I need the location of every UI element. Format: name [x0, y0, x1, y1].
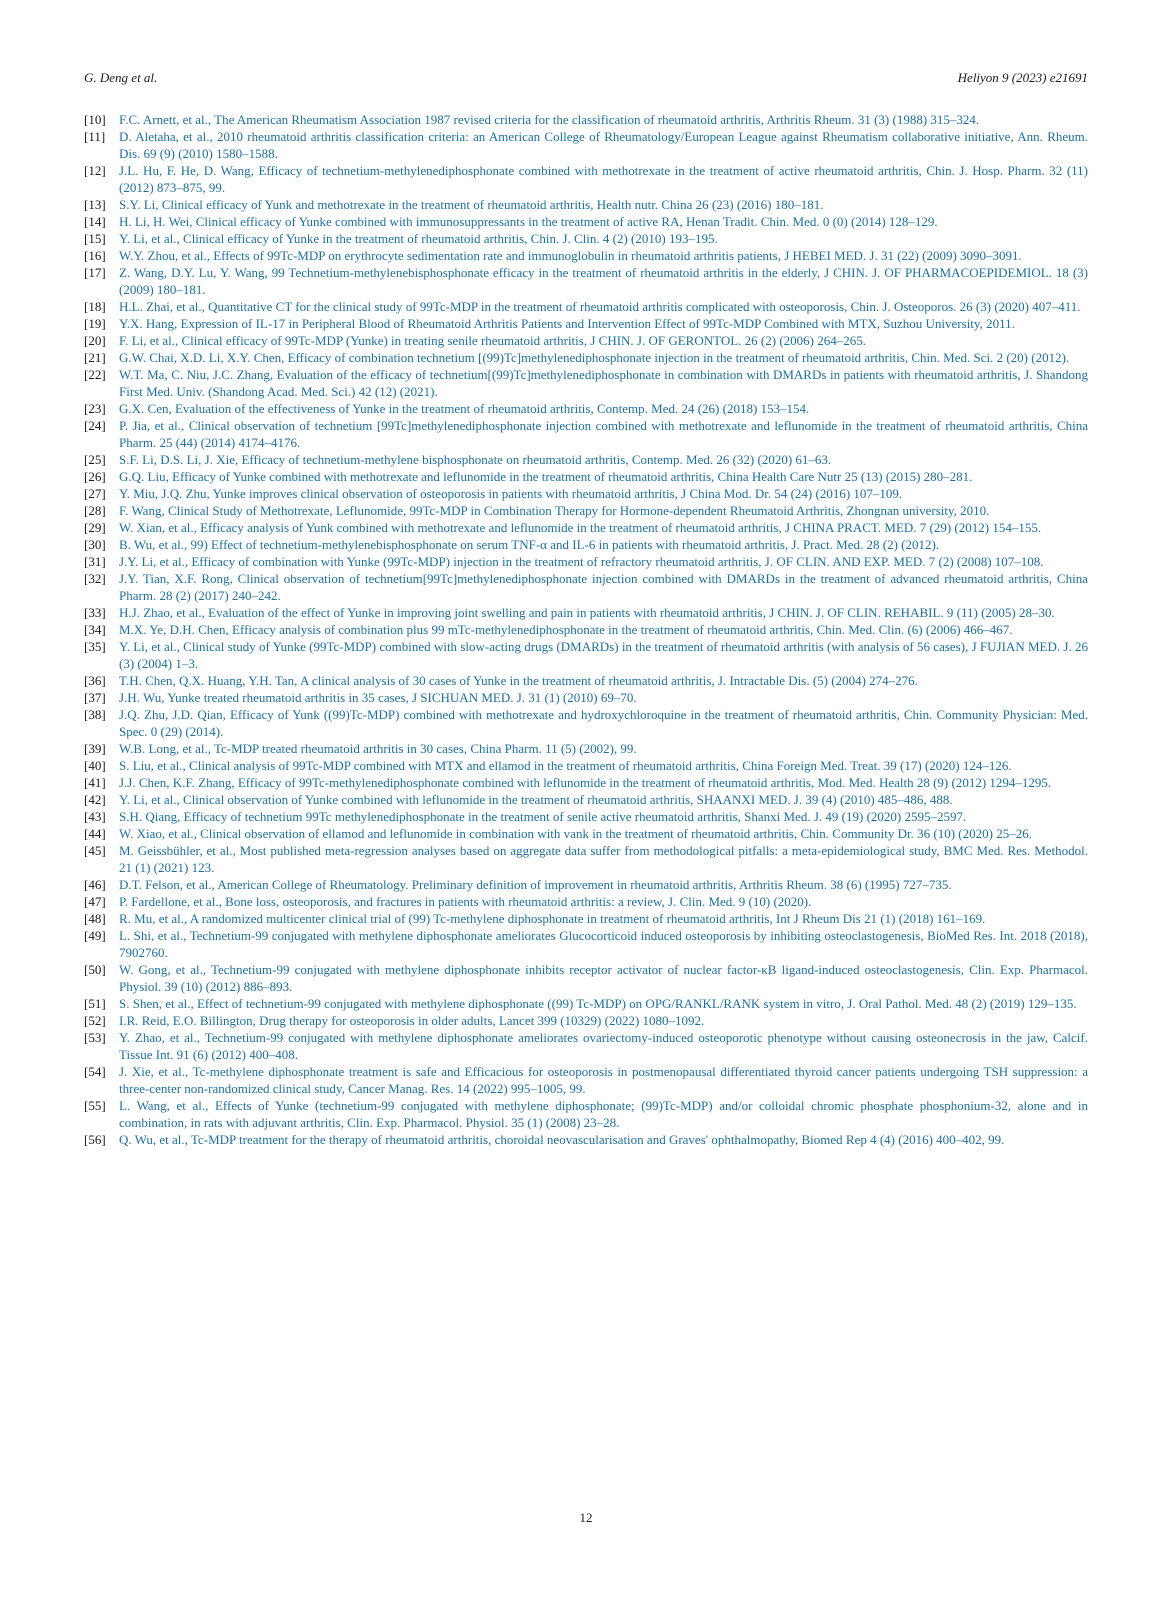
reference-item — [84, 638, 1088, 672]
reference-number: [56] — [84, 1132, 106, 1147]
reference-number: [10] — [84, 112, 106, 127]
reference-number: [17] — [84, 265, 106, 280]
reference-number: [19] — [84, 316, 106, 331]
reference-item — [84, 621, 1088, 638]
reference-number: [20] — [84, 333, 106, 348]
reference-number: [37] — [84, 690, 106, 705]
reference-item — [84, 111, 1088, 128]
reference-number: [15] — [84, 231, 106, 246]
reference-link[interactable]: B. Wu, et al., 99) Effect of technetium-methylenebisphosphonate on serum TNF-α and IL-6 in patients with rheumatoid arthritis, J. Pract. Med. 28 (2) (2012). — [119, 537, 940, 552]
reference-item — [84, 570, 1088, 604]
reference-link[interactable]: Y.X. Hang, Expression of IL-17 in Peripheral Blood of Rheumatoid Arthritis Patients and Intervention Effect of 99Tc-MDP Combined with MTX, Suzhou University, 2011. — [119, 316, 1015, 331]
reference-number: [26] — [84, 469, 106, 484]
reference-number: [41] — [84, 775, 106, 790]
reference-link[interactable]: S.Y. Li, Clinical efficacy of Yunk and methotrexate in the treatment of rheumatoid arthritis, Health nutr. China 26 (23) (2016) 180–181. — [119, 197, 824, 212]
reference-link[interactable]: Y. Zhao, et al., Technetium-99 conjugated with methylene diphosphonate ameliorates ovariectomy-induced osteoporotic phenotype without causing osteonecrosis in the jaw, Calcif. Tissue Int. 91 (6) (2012) 400–408. — [119, 1030, 1088, 1062]
reference-link[interactable]: J.H. Wu, Yunke treated rheumatoid arthritis in 35 cases, J SICHUAN MED. J. 31 (1) (2010) 69–70. — [119, 690, 637, 705]
reference-link[interactable]: H.J. Zhao, et al., Evaluation of the effect of Yunke in improving joint swelling and pain in patients with rheumatoid arthritis, J CHIN. J. OF CLIN. REHABIL. 9 (11) (2005) 28–30. — [119, 605, 1055, 620]
reference-item — [84, 842, 1088, 876]
page-header — [84, 70, 1088, 92]
reference-number: [14] — [84, 214, 106, 229]
reference-item — [84, 774, 1088, 791]
reference-number: [42] — [84, 792, 106, 807]
reference-link[interactable]: W.T. Ma, C. Niu, J.C. Zhang, Evaluation of the efficacy of technetium[(99)Tc]methylenediphosphonate in combination with DMARDs in patients with rheumatoid arthritis, J. Shandong First Med. Univ. (Shandong Acad. Med. Sci.) 42 (12) (2021). — [119, 367, 1088, 399]
reference-link[interactable]: F. Li, et al., Clinical efficacy of 99Tc-MDP (Yunke) in treating senile rheumatoid arthritis, J CHIN. J. OF GERONTOL. 26 (2) (2006) 264–265. — [119, 333, 866, 348]
reference-link[interactable]: G.Q. Liu, Efficacy of Yunke combined with methotrexate and leflunomide in the treatment of rheumatoid arthritis, China Health Care Nutr 25 (13) (2015) 280–281. — [119, 469, 973, 484]
reference-item — [84, 876, 1088, 893]
reference-item — [84, 808, 1088, 825]
reference-number: [49] — [84, 928, 106, 943]
reference-link[interactable]: I.R. Reid, E.O. Billington, Drug therapy for osteoporosis in older adults, Lancet 399 (10329) (2022) 1080–1092. — [119, 1013, 705, 1028]
reference-number: [12] — [84, 163, 106, 178]
reference-item — [84, 417, 1088, 451]
reference-number: [33] — [84, 605, 106, 620]
reference-item — [84, 1029, 1088, 1063]
reference-link[interactable]: S. Liu, et al., Clinical analysis of 99Tc-MDP combined with MTX and ellamod in the treatment of rheumatoid arthritis, China Foreign Med. Treat. 39 (17) (2020) 124–126. — [119, 758, 1012, 773]
reference-item — [84, 1063, 1088, 1097]
reference-number: [32] — [84, 571, 106, 586]
reference-item — [84, 604, 1088, 621]
reference-number: [54] — [84, 1064, 106, 1079]
page-number: 12 — [579, 1510, 593, 1525]
reference-item — [84, 502, 1088, 519]
reference-number: [22] — [84, 367, 106, 382]
reference-item — [84, 128, 1088, 162]
reference-item — [84, 196, 1088, 213]
reference-link[interactable]: Q. Wu, et al., Tc-MDP treatment for the therapy of rheumatoid arthritis, choroidal neovascularisation and Graves' ophthalmopathy, Biomed Rep 4 (4) (2016) 400–402, 99. — [119, 1132, 1005, 1147]
reference-number: [31] — [84, 554, 106, 569]
reference-link[interactable]: J.J. Chen, K.F. Zhang, Efficacy of 99Tc-methylenediphosphonate combined with leflunomide in the treatment of rheumatoid arthritis, Mod. Med. Health 28 (9) (2012) 1294–1295. — [119, 775, 1052, 790]
reference-item — [84, 468, 1088, 485]
reference-item — [84, 706, 1088, 740]
reference-link[interactable]: Y. Miu, J.Q. Zhu, Yunke improves clinical observation of osteoporosis in patients with rheumatoid arthritis, J China Mod. Dr. 54 (24) (2016) 107–109. — [119, 486, 903, 501]
reference-item — [84, 672, 1088, 689]
reference-item — [84, 264, 1088, 298]
running-head-journal: Heliyon 9 (2023) e21691 — [957, 70, 1088, 85]
reference-item — [84, 553, 1088, 570]
reference-link[interactable]: Y. Li, et al., Clinical study of Yunke (99Tc-MDP) combined with slow-acting drugs (DMARDs) in the treatment of rheumatoid arthritis (with analysis of 56 cases), J FUJIAN MED. J. 26 (3) (2004) 1–3. — [119, 639, 1088, 671]
reference-number: [30] — [84, 537, 106, 552]
reference-number: [34] — [84, 622, 106, 637]
reference-number: [18] — [84, 299, 106, 314]
running-head-authors: G. Deng et al. — [84, 70, 158, 85]
reference-link[interactable]: J.Y. Li, et al., Efficacy of combination with Yunke (99Tc-MDP) injection in the treatment of refractory rheumatoid arthritis, J. OF CLIN. AND EXP. MED. 7 (2) (2008) 107–108. — [119, 554, 1044, 569]
reference-link[interactable]: W.B. Long, et al., Tc-MDP treated rheumatoid arthritis in 30 cases, China Pharm. 11 (5) (2002), 99. — [119, 741, 637, 756]
reference-link[interactable]: J.Y. Tian, X.F. Rong, Clinical observation of technetium[99Tc]methylenediphosphonate injection combined with DMARDs in the treatment of advanced rheumatoid arthritis, China Pharm. 28 (2) (2017) 240–242. — [119, 571, 1088, 603]
reference-number: [47] — [84, 894, 106, 909]
reference-link[interactable]: F.C. Arnett, et al., The American Rheumatism Association 1987 revised criteria for the classification of rheumatoid arthritis, Arthritis Rheum. 31 (3) (1988) 315–324. — [119, 112, 980, 127]
reference-link[interactable]: J.L. Hu, F. He, D. Wang, Efficacy of technetium-methylenediphosphonate combined with methotrexate in the treatment of active rheumatoid arthritis, Chin. J. Hosp. Pharm. 32 (11) (2012) 873–875, 99. — [119, 163, 1088, 195]
reference-number: [16] — [84, 248, 106, 263]
reference-number: [25] — [84, 452, 106, 467]
reference-list — [84, 111, 1088, 1148]
reference-item — [84, 689, 1088, 706]
reference-item — [84, 349, 1088, 366]
reference-link[interactable]: Z. Wang, D.Y. Lu, Y. Wang, 99 Technetium-methylenebisphosphonate efficacy in the treatment of rheumatoid arthritis in the elderly, J CHIN. J. OF PHARMACOEPIDEMIOL. 18 (3) (2009) 180–181. — [119, 265, 1088, 297]
reference-number: [29] — [84, 520, 106, 535]
reference-item — [84, 400, 1088, 417]
reference-link[interactable]: S.F. Li, D.S. Li, J. Xie, Efficacy of technetium-methylene bisphosphonate on rheumatoid arthritis, Contemp. Med. 26 (32) (2020) 61–63. — [119, 452, 832, 467]
reference-link[interactable]: R. Mu, et al., A randomized multicenter clinical trial of (99) Tc-methylene diphosphonate in treatment of rheumatoid arthritis, Int J Rheum Dis 21 (1) (2018) 161–169. — [119, 911, 986, 926]
reference-number: [13] — [84, 197, 106, 212]
reference-link[interactable]: D. Aletaha, et al., 2010 rheumatoid arthritis classification criteria: an American College of Rheumatology/European League against Rheumatism collaborative initiative, Ann. Rheum. Dis. 69 (9) (2010) 1580–1588. — [119, 129, 1088, 161]
reference-item — [84, 995, 1088, 1012]
reference-link[interactable]: S. Shen, et al., Effect of technetium-99 conjugated with methylene diphosphonate ((99) Tc-MDP) on OPG/RANKL/RANK system in vitro, J. Oral Pathol. Med. 48 (2) (2019) 129–135. — [119, 996, 1077, 1011]
reference-number: [23] — [84, 401, 106, 416]
reference-link[interactable]: W. Xiao, et al., Clinical observation of ellamod and leflunomide in combination with vank in the treatment of rheumatoid arthritis, Chin. Community Dr. 36 (10) (2020) 25–26. — [119, 826, 1032, 841]
reference-number: [48] — [84, 911, 106, 926]
reference-number: [51] — [84, 996, 106, 1011]
reference-item — [84, 213, 1088, 230]
reference-link[interactable]: Y. Li, et al., Clinical efficacy of Yunke in the treatment of rheumatoid arthritis, Chin. J. Clin. 4 (2) (2010) 193–195. — [119, 231, 718, 246]
reference-item — [84, 1131, 1088, 1148]
reference-item — [84, 740, 1088, 757]
reference-link[interactable]: G.W. Chai, X.D. Li, X.Y. Chen, Efficacy of combination technetium [(99)Tc]methylenediphosphonate injection in the treatment of rheumatoid arthritis, Chin. Med. Sci. 2 (20) (2012). — [119, 350, 1070, 365]
reference-link[interactable]: L. Shi, et al., Technetium-99 conjugated with methylene diphosphonate ameliorates Glucocorticoid induced osteoporosis by inhibiting osteoclastogenesis, BioMed Res. Int. 2018 (2018), 7902760. — [119, 928, 1088, 960]
reference-number: [52] — [84, 1013, 106, 1028]
reference-number: [21] — [84, 350, 106, 365]
reference-link[interactable]: T.H. Chen, Q.X. Huang, Y.H. Tan, A clinical analysis of 30 cases of Yunke in the treatment of rheumatoid arthritis, J. Intractable Dis. (5) (2004) 274–276. — [119, 673, 918, 688]
reference-link[interactable]: M. Geissbühler, et al., Most published meta-regression analyses based on aggregate data suffer from methodological pitfalls: a meta-epidemiological study, BMC Med. Res. Methodol. 21 (1) (2021) 123. — [119, 843, 1088, 875]
reference-link[interactable]: J.Q. Zhu, J.D. Qian, Efficacy of Yunk ((99)Tc-MDP) combined with methotrexate and hydroxychloroquine in the treatment of rheumatoid arthritis, Chin. Community Physician: Med. Spec. 0 (29) (2014). — [119, 707, 1088, 739]
reference-item — [84, 315, 1088, 332]
reference-link[interactable]: H. Li, H. Wei, Clinical efficacy of Yunke combined with immunosuppressants in the treatment of active RA, Henan Tradit. Chin. Med. 0 (0) (2014) 128–129. — [119, 214, 938, 229]
reference-link[interactable]: S.H. Qiang, Efficacy of technetium 99Tc methylenediphosphonate in the treatment of senile active rheumatoid arthritis, Shanxi Med. J. 49 (19) (2020) 2595–2597. — [119, 809, 967, 824]
reference-number: [38] — [84, 707, 106, 722]
reference-link[interactable]: F. Wang, Clinical Study of Methotrexate, Leflunomide, 99Tc-MDP in Combination Therapy for Hormone-dependent Rheumatoid Arthritis, Zhongnan university, 2010. — [119, 503, 990, 518]
reference-link[interactable]: L. Wang, et al., Effects of Yunke (technetium-99 conjugated with methylene diphosphonate; (99)Tc-MDP) and/or colloidal chromic phosphate phosphonium-32, alone and in combination, in rats with adjuvant arthritis, Clin. Exp. Pharmacol. Physiol. 35 (1) (2008) 23–28. — [119, 1098, 1088, 1130]
reference-item — [84, 1097, 1088, 1131]
reference-number: [55] — [84, 1098, 106, 1113]
reference-item — [84, 451, 1088, 468]
reference-item — [84, 519, 1088, 536]
reference-item — [84, 536, 1088, 553]
reference-link[interactable]: W.Y. Zhou, et al., Effects of 99Tc-MDP on erythrocyte sedimentation rate and immunoglobulin in rheumatoid arthritis patients, J HEBEI MED. J. 31 (22) (2009) 3090–3091. — [119, 248, 1022, 263]
reference-link[interactable]: J. Xie, et al., Tc-methylene diphosphonate treatment is safe and Efficacious for osteoporosis in postmenopausal differentiated thyroid cancer patients undergoing TSH suppression: a three-center non-randomized clinical study, Cancer Manag. Res. 14 (2022) 995–1005, 99. — [119, 1064, 1088, 1096]
reference-number: [27] — [84, 486, 106, 501]
reference-item — [84, 791, 1088, 808]
reference-number: [45] — [84, 843, 106, 858]
reference-item — [84, 366, 1088, 400]
reference-number: [36] — [84, 673, 106, 688]
reference-link[interactable]: W. Gong, et al., Technetium-99 conjugated with methylene diphosphonate inhibits receptor activator of nuclear factor-κB ligand-induced osteoclastogenesis, Clin. Exp. Pharmacol. Physiol. 39 (10) (2012) 886–893. — [119, 962, 1088, 994]
reference-item — [84, 230, 1088, 247]
reference-item — [84, 927, 1088, 961]
reference-link[interactable]: W. Xian, et al., Efficacy analysis of Yunk combined with methotrexate and leflunomide in the treatment of rheumatoid arthritis, J CHINA PRACT. MED. 7 (29) (2012) 154–155. — [119, 520, 1042, 535]
reference-number: [50] — [84, 962, 106, 977]
reference-item — [84, 162, 1088, 196]
reference-link[interactable]: Y. Li, et al., Clinical observation of Yunke combined with leflunomide in the treatment of rheumatoid arthritis, SHAANXI MED. J. 39 (4) (2010) 485–486, 488. — [119, 792, 953, 807]
reference-number: [46] — [84, 877, 106, 892]
reference-number: [11] — [84, 129, 106, 144]
reference-item — [84, 757, 1088, 774]
reference-number: [24] — [84, 418, 106, 433]
reference-number: [35] — [84, 639, 106, 654]
reference-item — [84, 961, 1088, 995]
reference-number: [39] — [84, 741, 106, 756]
reference-link[interactable]: P. Fardellone, et al., Bone loss, osteoporosis, and fractures in patients with rheumatoid arthritis: a review, J. Clin. Med. 9 (10) (2020). — [119, 894, 812, 909]
reference-number: [43] — [84, 809, 106, 824]
reference-number: [28] — [84, 503, 106, 518]
reference-link[interactable]: H.L. Zhai, et al., Quantitative CT for the clinical study of 99Tc-MDP in the treatment of rheumatoid arthritis complicated with osteoporosis, Chin. J. Osteoporos. 26 (3) (2020) 407–411. — [119, 299, 1081, 314]
reference-number: [53] — [84, 1030, 106, 1045]
reference-number: [44] — [84, 826, 106, 841]
reference-item — [84, 910, 1088, 927]
reference-item — [84, 332, 1088, 349]
reference-link[interactable]: D.T. Felson, et al., American College of Rheumatology. Preliminary definition of improvement in rheumatoid arthritis, Arthritis Rheum. 38 (6) (1995) 727–735. — [119, 877, 952, 892]
reference-number: [40] — [84, 758, 106, 773]
reference-link[interactable]: P. Jia, et al., Clinical observation of technetium [99Tc]methylenediphosphonate injection combined with methotrexate and leflunomide in the treatment of rheumatoid arthritis, China Pharm. 25 (44) (2014) 4174–4176. — [119, 418, 1088, 450]
reference-link[interactable]: M.X. Ye, D.H. Chen, Efficacy analysis of combination plus 99 mTc-methylenediphosphonate in the treatment of rheumatoid arthritis, Chin. Med. Clin. (6) (2006) 466–467. — [119, 622, 1013, 637]
reference-item — [84, 825, 1088, 842]
reference-item — [84, 298, 1088, 315]
reference-item — [84, 247, 1088, 264]
reference-item — [84, 1012, 1088, 1029]
reference-item — [84, 893, 1088, 910]
reference-item — [84, 485, 1088, 502]
reference-link[interactable]: G.X. Cen, Evaluation of the effectiveness of Yunke in the treatment of rheumatoid arthritis, Contemp. Med. 24 (26) (2018) 153–154. — [119, 401, 810, 416]
